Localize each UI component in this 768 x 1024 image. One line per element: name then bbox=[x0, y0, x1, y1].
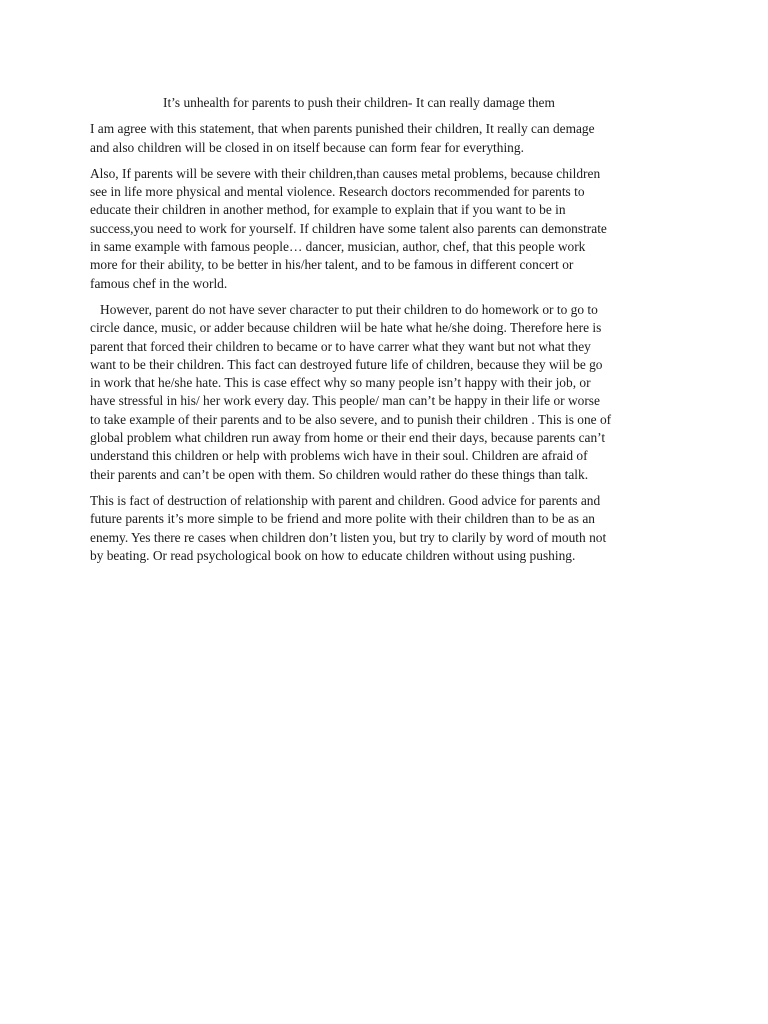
text-line: more for their ability, to be better in his/her talent, and to be famous in different concert or bbox=[90, 257, 574, 273]
text-line: circle dance, music, or adder because children wiil be hate what he/she doing. Therefore here is bbox=[90, 320, 602, 336]
text-line: educate their children in another method, for example to explain that if you want to be in bbox=[90, 202, 566, 218]
text-line: enemy. Yes there re cases when children don’t listen you, but try to clarily by word of mouth not bbox=[90, 529, 607, 545]
text-line: their parents and can’t be open with them. So children would rather do these things than talk. bbox=[90, 466, 589, 482]
paragraph-4 bbox=[90, 492, 646, 565]
text-line: global problem what children run away from home or their end their days, because parents can’t bbox=[90, 430, 606, 446]
text-line: and also children will be closed in on itself because can form fear for everything. bbox=[90, 139, 524, 155]
text-line: famous chef in the world. bbox=[90, 275, 228, 291]
text-line: future parents it’s more simple to be friend and more polite with their children than to be as an bbox=[90, 511, 595, 527]
text-line: parent that forced their children to became or to have carrer what they want but not what they bbox=[90, 338, 591, 354]
text-line: success,you need to work for yourself. If children have some talent also parents can demonstrate bbox=[90, 220, 607, 236]
document-body bbox=[90, 94, 646, 573]
text-line: to take example of their parents and to be also severe, and to punish their children . This is one of bbox=[90, 411, 612, 427]
paragraph-2 bbox=[90, 165, 646, 293]
text-line: see in life more physical and mental violence. Research doctors recommended for parents to bbox=[90, 184, 585, 200]
text-line: However, parent do not have sever character to put their children to do homework or to go to bbox=[90, 301, 598, 317]
text-line: by beating. Or read psychological book on how to educate children without using pushing. bbox=[90, 547, 576, 563]
text-line: I am agree with this statement, that when parents punished their children, It really can demage bbox=[90, 121, 595, 137]
text-line: have stressful in his/ her work every day. This people/ man can’t be happy in their life or worse bbox=[90, 393, 600, 409]
text-line: in work that he/she hate. This is case effect why so many people isn’t happy with their job, or bbox=[90, 375, 591, 391]
text-line: want to be their children. This fact can destroyed future life of children, because they wiil be go bbox=[90, 356, 603, 372]
text-line: understand this children or help with problems wich have in their soul. Children are afraid of bbox=[90, 448, 588, 464]
text-line: in same example with famous people… dancer, musician, author, chef, that this people work bbox=[90, 239, 586, 255]
paragraph-3 bbox=[90, 301, 646, 484]
text-line: Also, If parents will be severe with their children,than causes metal problems, because children bbox=[90, 165, 601, 181]
text-line: This is fact of destruction of relationship with parent and children. Good advice for parents and bbox=[90, 492, 601, 508]
paragraph-1 bbox=[90, 120, 646, 157]
document-title: It’s unhealth for parents to push their children- It can really damage them bbox=[163, 95, 555, 110]
